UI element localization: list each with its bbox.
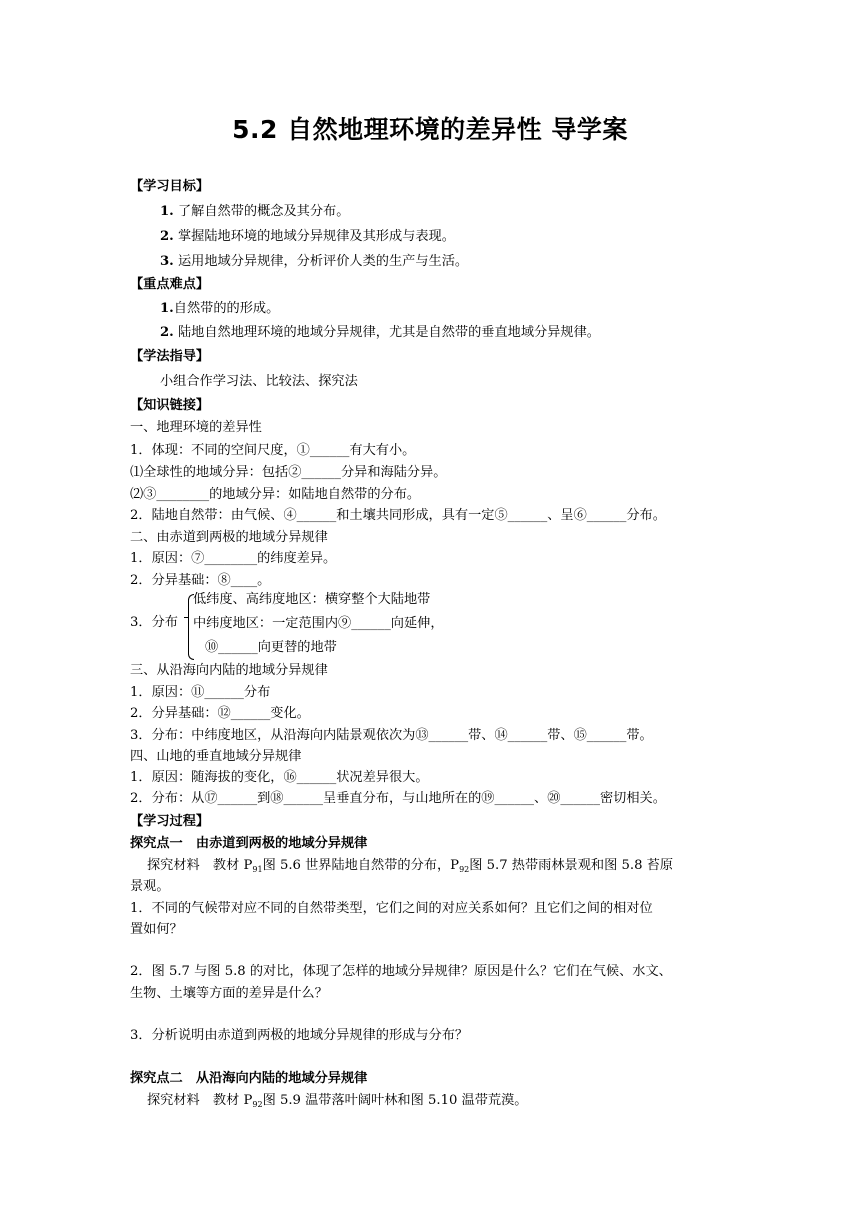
- links-line: 1．原因：⑪______分布: [130, 685, 271, 700]
- page-subscript: 92: [252, 1100, 263, 1109]
- links-line: 3．分布：中纬度地区，从沿海向内陆景观依次为⑬______带、⑭______带、⑮______带。: [130, 728, 653, 743]
- objective-text: 了解自然带的概念及其分布。: [177, 204, 350, 219]
- objective-text: 掌握陆地环境的地域分异规律及其形成与表现。: [177, 229, 455, 244]
- links-line: 一、地理环境的差异性: [130, 420, 262, 435]
- objective-number: 1.: [160, 204, 174, 219]
- links-line: ⑵③________的地域分异：如陆地自然带的分布。: [130, 487, 421, 502]
- objective-number: 3.: [160, 254, 174, 269]
- question-1: 1．不同的气候带对应不同的自然带类型，它们之间的对应关系如何？且它们之间的相对位: [130, 901, 653, 916]
- links-line: 1．体现：不同的空间尺度，①______有大有小。: [130, 443, 416, 458]
- explore-point-2-title: 探究点二 从沿海向内陆的地域分异规律: [130, 1071, 368, 1086]
- material-text: 图 5.7 热带雨林景观和图 5.8 苔原: [469, 858, 674, 873]
- links-line: 2．分异基础：⑧____。: [130, 573, 271, 588]
- key-point-text: 陆地自然地理环境的地域分异规律，尤其是自然带的垂直地域分异规律。: [177, 325, 600, 340]
- key-point-item: [160, 299, 279, 318]
- links-line: 1．原因：随海拔的变化，⑯______状况差异很大。: [130, 770, 429, 785]
- distribution-label: 3．分布: [130, 615, 178, 630]
- objective-item: [160, 202, 349, 221]
- objective-item: [160, 227, 455, 246]
- objective-text: 运用地域分异规律，分析评价人类的生产与生活。: [177, 254, 469, 269]
- objective-item: [160, 252, 468, 271]
- explore-material-2: [147, 1091, 528, 1114]
- links-line: 二、由赤道到两极的地域分异规律: [130, 530, 328, 545]
- material-text: 图 5.6 世界陆地自然带的分布，P: [262, 858, 460, 873]
- explore-material: [147, 856, 673, 879]
- links-line: 2．分布：从⑰______到⑱______呈垂直分布，与山地所在的⑲______、⑳______密切相关。: [130, 791, 666, 806]
- links-line: 2．分异基础：⑫______变化。: [130, 706, 310, 721]
- links-heading: 【知识链接】: [130, 398, 210, 413]
- material-text: 探究材料 教材 P: [147, 1093, 253, 1108]
- question-2: 2．图 5.7 与图 5.8 的对比，体现了怎样的地域分异规律？原因是什么？它们在气候、水文、: [130, 964, 672, 979]
- distribution-item: 中纬度地区：一定范围内⑨______向延伸，: [193, 616, 444, 631]
- distribution-item: 低纬度、高纬度地区：横穿整个大陆地带: [193, 592, 431, 607]
- page-title: 5.2 自然地理环境的差异性 导学案: [232, 115, 628, 144]
- links-line: 三、从沿海向内陆的地域分异规律: [130, 663, 328, 678]
- key-point-number: 1.: [160, 301, 174, 316]
- objective-number: 2.: [160, 229, 174, 244]
- key-point-text: 自然带的的形成。: [173, 301, 280, 316]
- explore-material-cont: 景观。: [130, 879, 170, 894]
- links-line: 1．原因：⑦________的纬度差异。: [130, 551, 337, 566]
- question-2-cont: 生物、土壤等方面的差异是什么？: [130, 986, 328, 1001]
- links-line: ⑴全球性的地域分异：包括②______分异和海陆分异。: [130, 465, 447, 480]
- process-heading: 【学习过程】: [130, 814, 210, 829]
- question-1-cont: 置如何？: [130, 922, 183, 937]
- material-text: 图 5.9 温带落叶阔叶林和图 5.10 温带荒漠。: [262, 1093, 528, 1108]
- question-3: 3．分析说明由赤道到两极的地域分异规律的形成与分布？: [130, 1028, 469, 1043]
- material-text: 探究材料 教材 P: [147, 858, 253, 873]
- brace-tip: [184, 617, 189, 622]
- page-subscript: 92: [459, 865, 470, 874]
- links-line: 四、山地的垂直地域分异规律: [130, 749, 302, 764]
- key-point-number: 2.: [160, 325, 174, 340]
- method-text: 小组合作学习法、比较法、探究法: [160, 374, 358, 389]
- key-point-item: [160, 323, 600, 342]
- distribution-item: ⑩______向更替的地带: [205, 640, 337, 655]
- key-points-heading: 【重点难点】: [130, 277, 210, 292]
- method-heading: 【学法指导】: [130, 349, 210, 364]
- objectives-heading: 【学习目标】: [130, 179, 210, 194]
- page-subscript: 91: [252, 865, 263, 874]
- links-line: 2．陆地自然带：由气候、④______和土壤共同形成，具有一定⑤______、呈⑥______分布。: [130, 508, 666, 523]
- explore-point-1-title: 探究点一 由赤道到两极的地域分异规律: [130, 836, 368, 851]
